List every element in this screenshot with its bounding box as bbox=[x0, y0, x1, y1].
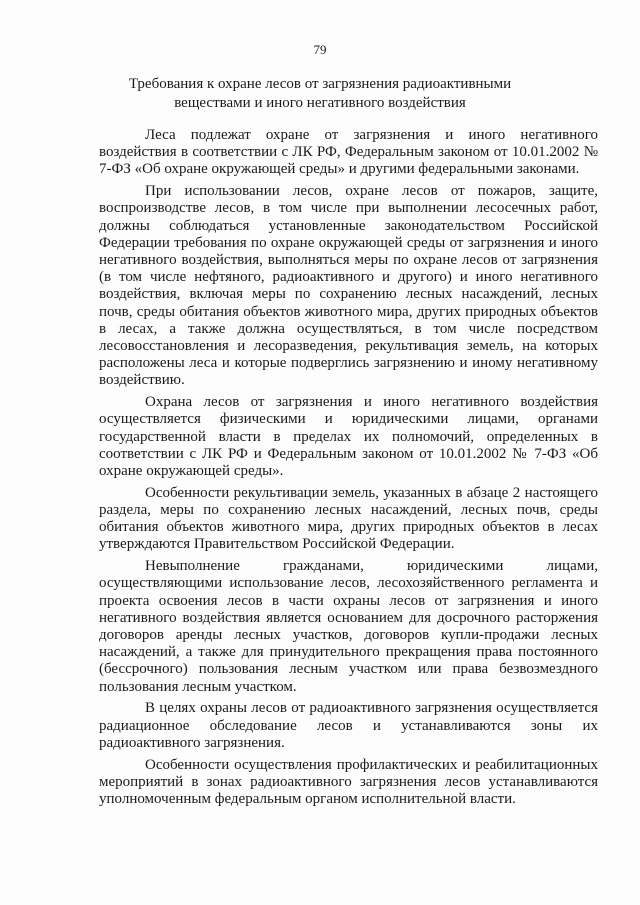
paragraph: Леса подлежат охране от загрязнения и иного негативного воздействия в соответствии с ЛК РФ, Федеральным законом от 10.01.2002 № 7-ФЗ «Об охране окружающей среды» и другими федеральными законами. bbox=[99, 127, 598, 178]
paragraph: Особенности рекультивации земель, указанных в абзаце 2 настоящего раздела, меры по сохранению лесных насаждений, лесных почв, среды обитания объектов животного мира, других природных объектов в лесах утверждаются Правительством Российской Федерации. bbox=[99, 484, 598, 553]
section-title-line-1: Требования к охране лесов от загрязнения радиоактивными bbox=[128, 76, 512, 92]
paragraph: Невыполнение гражданами, юридическими лицами, осуществляющими использование лесов, лесохозяйственного регламента и проекта освоения лесов в части охраны лесов от загрязнения и иного негативного воздействия является основанием для досрочного расторжения договоров аренды лесных участков, договоров купли-продажи лесных насаждений, а также для принудительного прекращения права постоянного (бессрочного) пользования лесным участком или права безвозмездного пользования лесным участком. bbox=[99, 558, 598, 695]
paragraph: Особенности осуществления профилактических и реабилитационных мероприятий в зонах радиоактивного загрязнения лесов устанавливаются уполномоченным федеральным органом исполнительной власти. bbox=[99, 756, 598, 808]
paragraph: Охрана лесов от загрязнения и иного негативного воздействия осуществляется физическими и юридическими лицами, органами государственной власти в пределах их полномочий, определенных в соответствии с ЛК РФ и Федеральным законом от 10.01.2002 № 7-ФЗ «Об охране окружающей среды». bbox=[99, 394, 598, 480]
page-number: 79 bbox=[313, 42, 327, 57]
section-title-line-2: веществами и иного негативного воздействия bbox=[174, 95, 466, 111]
section-title bbox=[100, 75, 540, 113]
paragraph: В целях охраны лесов от радиоактивного загрязнения осуществляется радиационное обследование лесов и устанавливаются зоны их радиоактивного загрязнения. bbox=[99, 700, 598, 751]
paragraph: При использовании лесов, охране лесов от пожаров, защите, воспроизводстве лесов, в том числе при выполнении лесосечных работ, должны соблюдаться установленные законодательством Российской Федерации требования по охране окружающей среды от загрязнения и иного негативного воздействия, выполняться меры по охране лесов от загрязнения (в том числе нефтяного, радиоактивного и другого) и иного негативного воздействия, включая меры по сохранению лесных насаждений, лесных почв, среды обитания объектов животного мира, других природных объектов в лесах, а также должна осуществляться, в том числе посредством лесовосстановления и лесоразведения, рекультивация земель, на которых расположены леса и которые подверглись загрязнению и иному негативному воздействию. bbox=[99, 183, 598, 389]
body-text bbox=[99, 127, 598, 808]
